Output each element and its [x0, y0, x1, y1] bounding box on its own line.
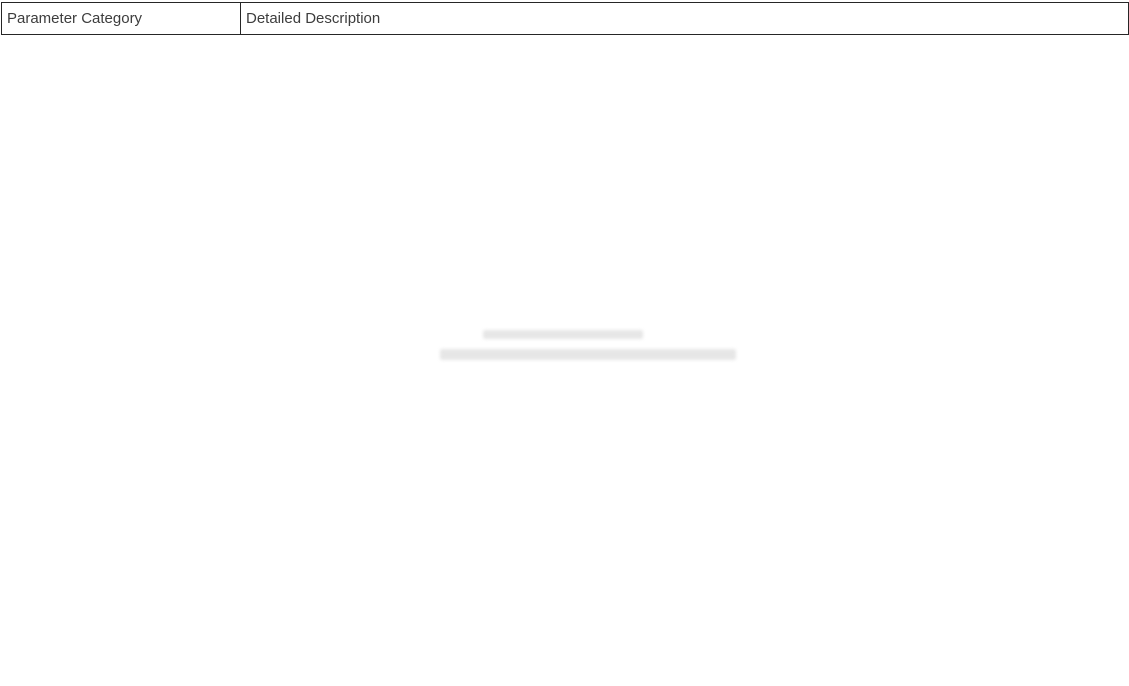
- column-header-detailed-description: Detailed Description: [241, 3, 1129, 35]
- table-header-row: [2, 3, 1129, 35]
- watermark-smudge: [483, 330, 643, 339]
- watermark-smudge: [440, 349, 736, 360]
- spec-table: [1, 2, 1129, 35]
- column-header-parameter-category: Parameter Category: [2, 3, 241, 35]
